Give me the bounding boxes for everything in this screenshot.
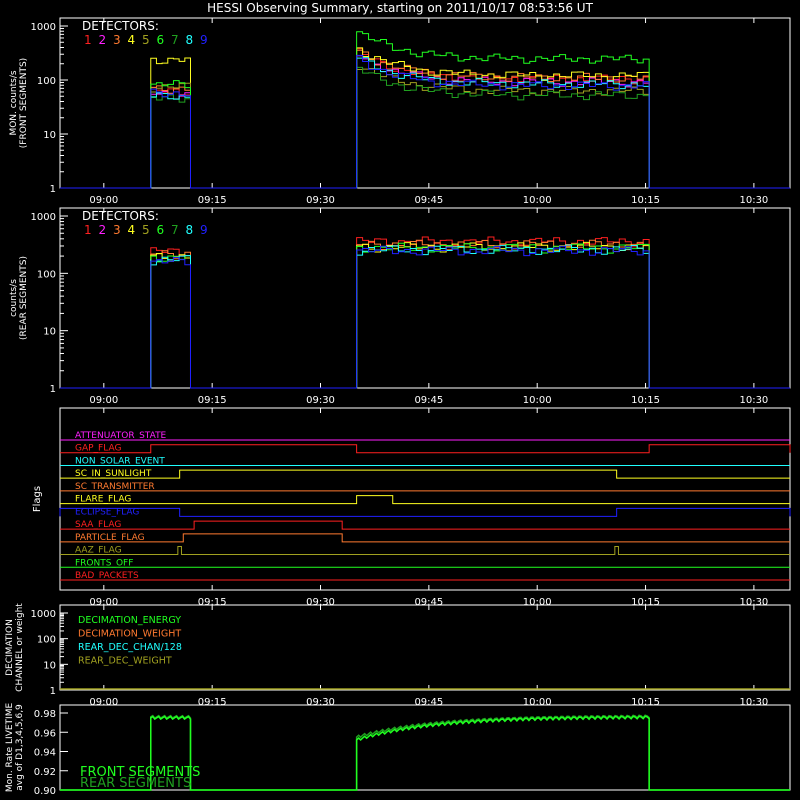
flag-trace-flare_flag [60,496,790,504]
y-axis-label: CHANNEL or weight [15,603,25,692]
y-tick-label: 0.96 [33,728,56,740]
y-tick-label: 1000 [30,22,56,33]
legend-detector-1: 1 [84,33,92,47]
rear-series-green [60,243,790,388]
y-tick-label: 0.92 [33,766,56,778]
x-tick-label: 10:30 [739,697,769,708]
rear-series-blue [60,246,790,388]
y-tick-label: 0.98 [33,709,56,720]
x-tick-label: 09:00 [89,395,119,406]
y-tick-label: 100 [36,269,56,281]
front-series-green [60,32,790,188]
y-tick-label: 1 [49,184,56,195]
x-tick-label: 10:15 [631,395,660,406]
flag-label-aaz_flag: AAZ_FLAG [75,545,122,556]
legend-detector-9: 9 [200,223,208,237]
x-tick-label: 09:15 [197,597,227,608]
x-tick-label: 10:15 [631,597,660,608]
y-tick-label: 100 [36,634,56,646]
y-tick-label: 1000 [30,212,56,223]
front-series-darkgreen [60,67,790,188]
x-tick-label: 10:00 [522,195,552,206]
x-tick-label: 09:30 [306,597,335,608]
y-tick-label: 0.94 [33,747,56,759]
figure-title: HESSI Observing Summary, starting on 2011/10/17 08:53:56 UT [207,1,593,15]
flags-plot-frame [60,408,790,590]
rear-series-orange [60,240,790,388]
flag-trace-sc_in_sunlight [60,470,790,478]
flag-label-sc_transmitter: SC_TRANSMITTER [75,481,155,492]
x-tick-label: 09:15 [197,195,227,206]
flag-label-attenuator_state: ATTENUATOR_STATE [75,431,167,441]
y-tick-label: 10 [43,660,56,672]
front-plot-frame [60,18,790,188]
x-tick-label: 09:15 [197,395,227,406]
legend-detector-2: 2 [98,223,107,237]
x-tick-label: 10:15 [631,697,660,708]
x-tick-label: 09:30 [306,395,335,406]
legend-detector-5: 5 [142,33,150,47]
rear-series-yellow [60,242,790,388]
y-axis-label: Mon. Rate LIVETIME [5,702,15,793]
legend-detector-3: 3 [113,223,121,237]
flag-trace-particle_flag [60,534,790,542]
y-tick-label: 10 [43,326,56,338]
y-tick-label: 1000 [30,609,56,620]
legend-detector-7: 7 [171,33,179,47]
flag-label-flare_flag: FLARE_FLAG [75,494,132,505]
front-series-orange [60,50,790,188]
x-tick-label: 10:00 [522,395,552,406]
y-axis-label: (REAR SEGMENTS) [19,255,29,341]
x-tick-label: 09:45 [414,697,444,708]
flag-label-particle_flag: PARTICLE_FLAG [75,532,145,543]
y-tick-label: 0.90 [33,786,56,797]
front-series-magenta [60,56,790,188]
y-axis-label: (FRONT SEGMENTS) [19,57,29,149]
x-tick-label: 09:00 [89,697,119,708]
y-tick-label: 1 [49,384,56,395]
chart-panels [5,18,790,797]
flag-trace-saa_flag [60,521,790,529]
x-tick-label: 09:45 [414,195,444,206]
legend-detector-3: 3 [113,33,121,47]
legend-title: DETECTORS: [82,209,159,223]
decimation-legend-0: DECIMATION_ENERGY [78,615,182,626]
y-tick-label: 100 [36,76,56,87]
flag-trace-gap_flag [60,445,790,453]
flags-axis-label: Flags [32,485,43,513]
decimation-legend-3: REAR_DEC_WEIGHT [78,655,172,667]
legend-detector-1: 1 [84,223,92,237]
flag-label-eclipse_flag: ECLIPSE_FLAG [75,507,140,518]
legend-detector-4: 4 [127,223,136,237]
legend-detector-7: 7 [171,223,179,237]
flag-label-fronts_off: FRONTS_OFF [75,558,134,569]
x-tick-label: 10:30 [739,395,769,406]
legend-detector-2: 2 [98,33,107,47]
decimation-legend-1: DECIMATION_WEIGHT [78,628,182,640]
x-tick-label: 10:15 [631,195,660,206]
decimation-legend-2: REAR_DEC_CHAN/128 [78,642,182,653]
x-tick-label: 10:00 [522,597,552,608]
x-tick-label: 09:45 [414,597,444,608]
legend-title: DETECTORS: [82,19,159,33]
legend-detector-6: 6 [156,33,165,47]
front-series-blue [60,55,790,188]
x-tick-label: 09:00 [89,597,119,608]
flag-label-gap_flag: GAP_FLAG [75,443,122,454]
legend-detector-5: 5 [142,223,150,237]
rear-plot-frame [60,208,790,388]
flag-label-saa_flag: SAA_FLAG [75,520,122,531]
flag-trace-aaz_flag [60,547,790,555]
livetime-legend-1: REAR SEGMENTS [80,776,192,791]
livetime-legend-0: FRONT SEGMENTS [80,765,201,780]
legend-detector-8: 8 [185,33,194,47]
legend-detector-9: 9 [200,33,208,47]
flag-label-sc_in_sunlight: SC_IN_SUNLIGHT [75,469,152,480]
y-axis-label: avg of D1,3,4,5,6,9 [15,704,25,791]
x-tick-label: 09:00 [89,195,119,206]
x-tick-label: 09:15 [197,697,227,708]
x-tick-label: 09:30 [306,195,335,206]
x-tick-label: 10:00 [522,697,552,708]
flag-trace-eclipse_flag [60,508,790,516]
y-tick-label: 1 [49,686,56,697]
y-tick-label: 10 [43,130,56,141]
x-tick-label: 10:30 [739,195,769,206]
rear-series-cyan [60,245,790,388]
flag-label-non_solar_event: NON_SOLAR_EVENT [75,456,165,467]
legend-detector-8: 8 [185,223,194,237]
front-series-olive [60,69,790,188]
y-axis-label: MON. counts/s [9,70,19,136]
front-series-yellow [60,48,790,188]
y-axis-label: DECIMATION [5,619,15,676]
legend-detector-6: 6 [156,223,165,237]
x-tick-label: 09:45 [414,395,444,406]
y-axis-label: counts/s [9,279,19,317]
x-tick-label: 09:30 [306,697,335,708]
legend-detector-4: 4 [127,33,136,47]
flag-label-bad_packets: BAD_PACKETS [75,571,139,581]
x-tick-label: 10:30 [739,597,769,608]
